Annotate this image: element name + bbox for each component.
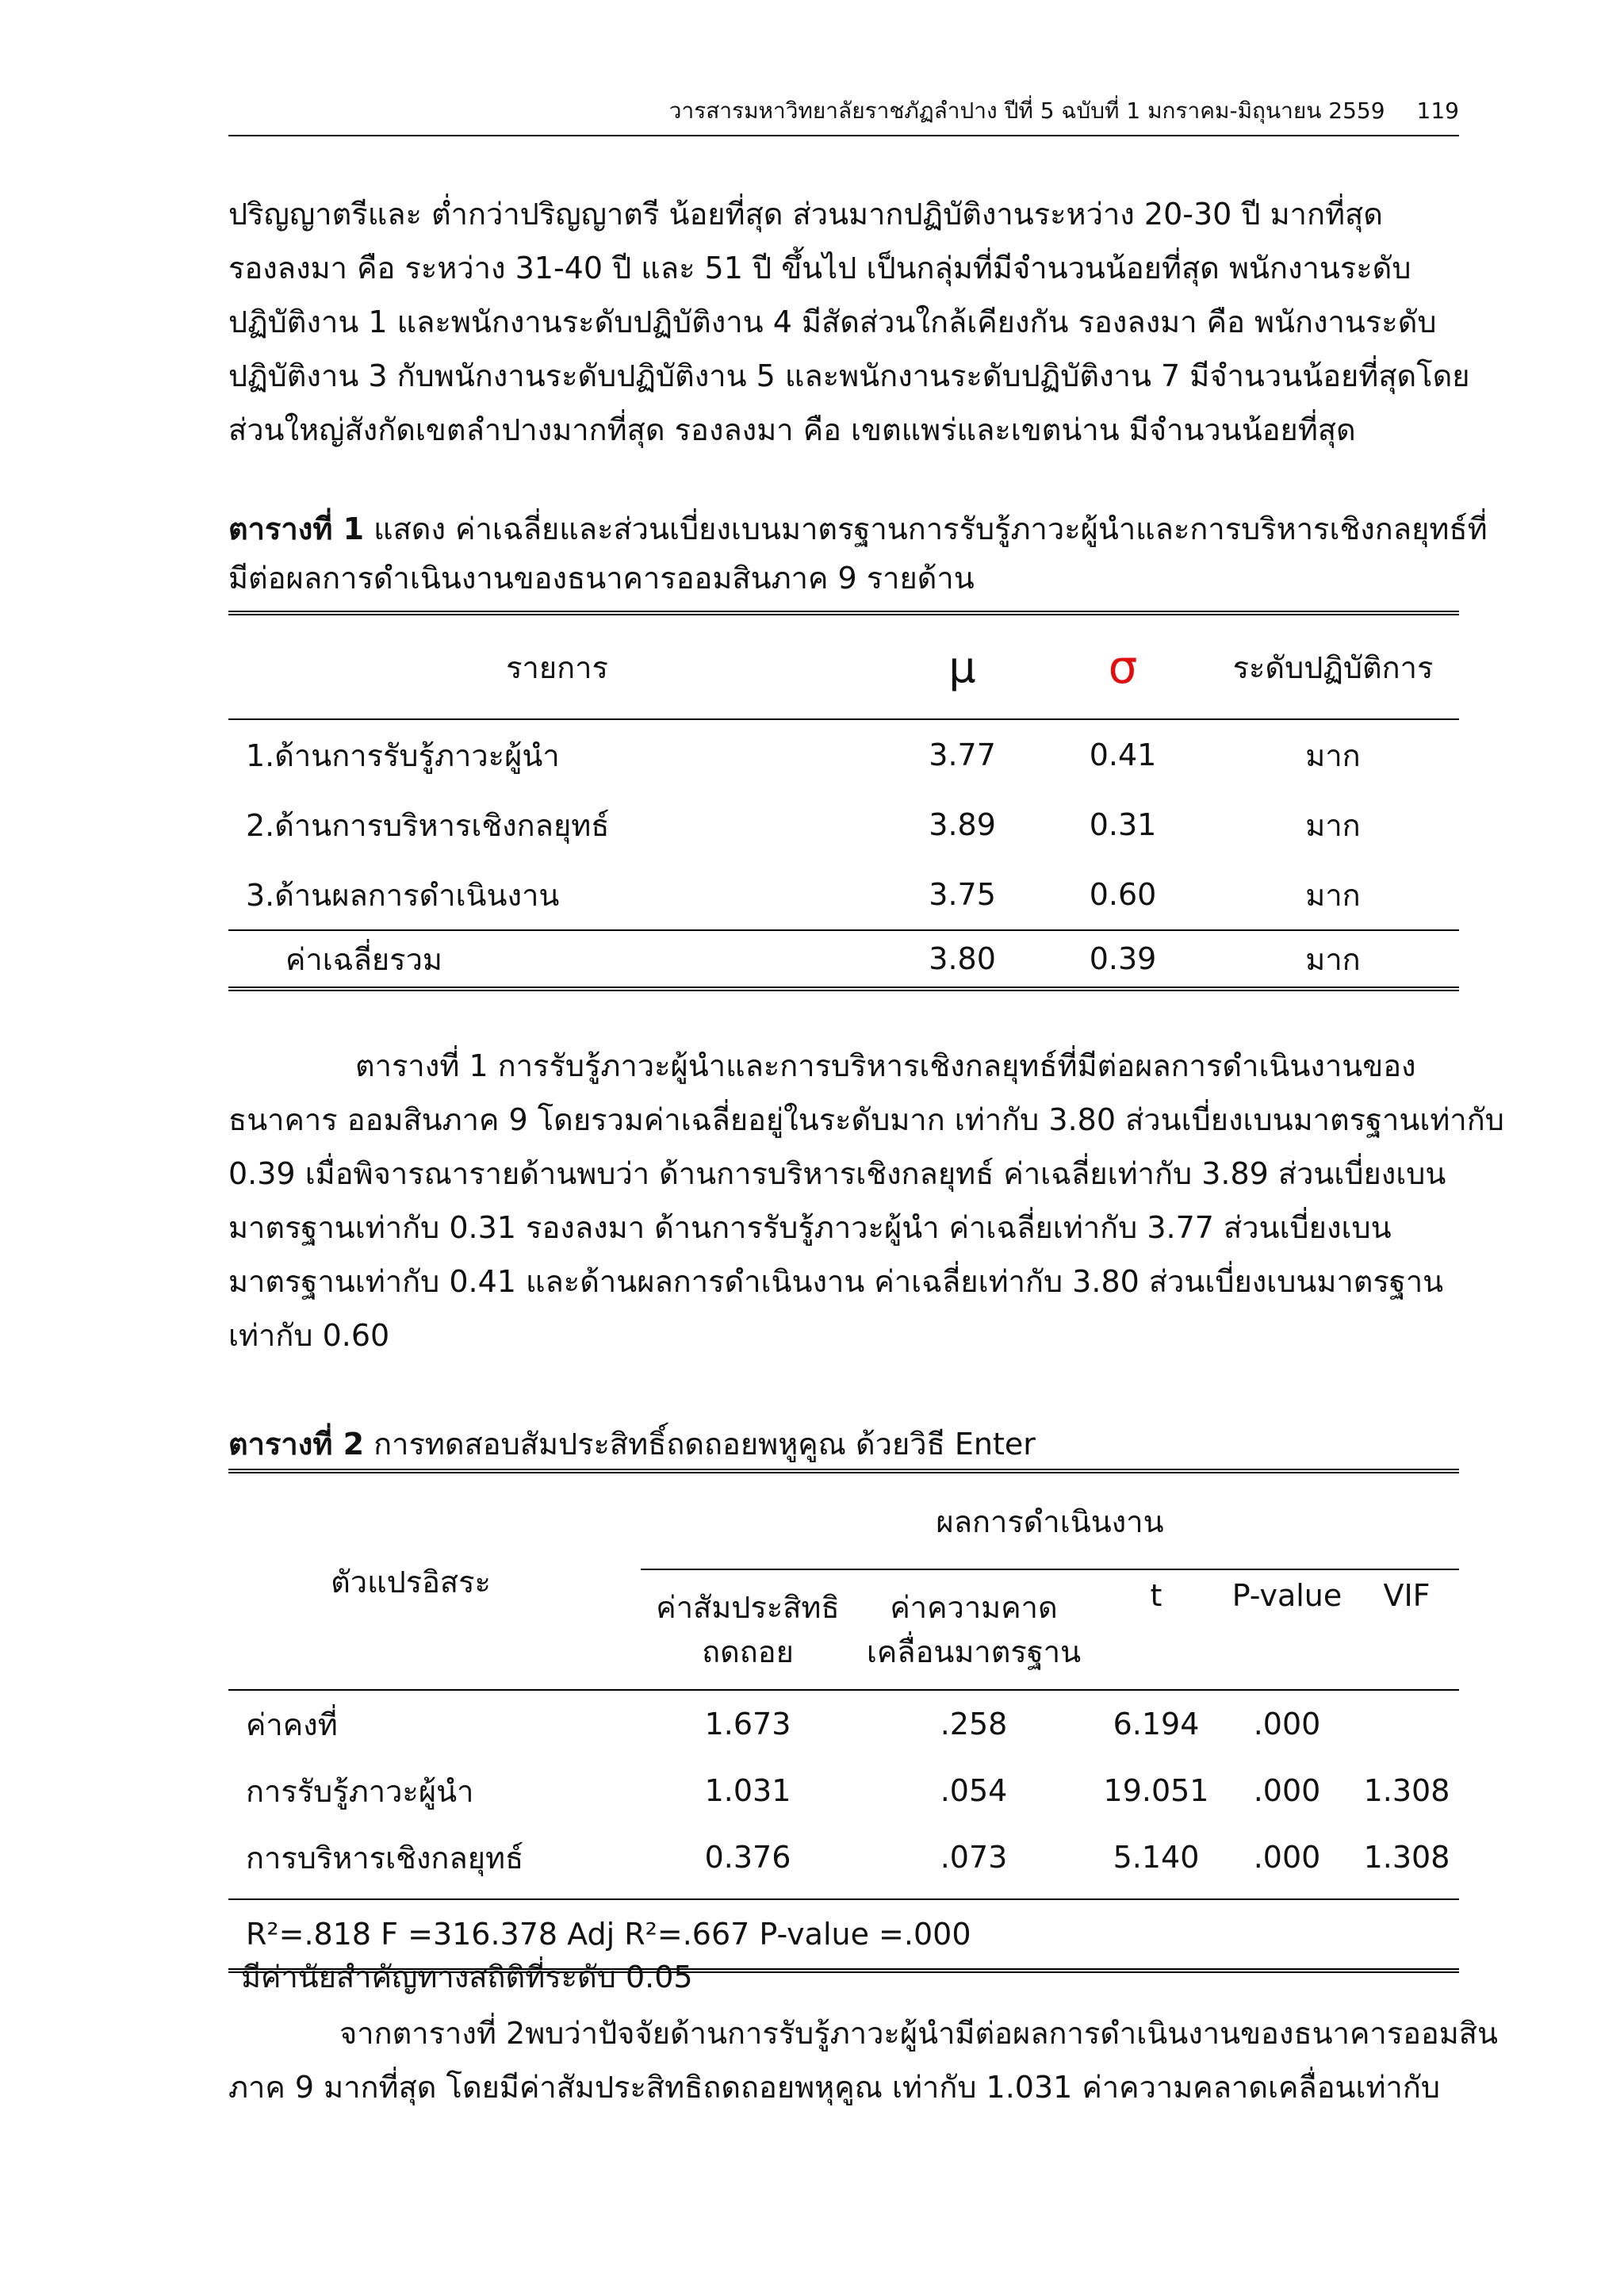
header-vif: VIF <box>1354 1569 1459 1690</box>
table-row <box>228 1824 1459 1899</box>
table2-header-row-1 <box>228 1471 1459 1569</box>
table-row <box>228 790 1459 860</box>
header-se-line1: ค่าความคาด <box>890 1590 1058 1625</box>
row-mu: 3.77 <box>929 738 996 772</box>
header-variable: ตัวแปรอิสระ <box>228 1471 641 1690</box>
header-coef-line2: ถดถอย <box>702 1634 794 1669</box>
total-sigma: 0.39 <box>1039 930 1207 989</box>
row-se: .073 <box>940 1840 1008 1875</box>
running-header <box>228 94 1459 128</box>
text-line: ปฏิบัติงาน 1 และพนักงานระดับปฏิบัติงาน 4 มีสัดส่วนใกล้เคียงกัน รองลงมา คือ พนักงานระดับ <box>228 305 1437 339</box>
model-fit-stats: R²=.818 F =316.378 Adj R²=.667 P-value =.000 <box>228 1899 1459 1971</box>
row-variable: การบริหารเชิงกลยุทธ์ <box>246 1840 524 1875</box>
text-line: ปฏิบัติงาน 3 กับพนักงานระดับปฏิบัติงาน 5 และพนักงานระดับปฏิบัติงาน 7 มีจำนวนน้อยที่สุดโดย <box>228 358 1470 393</box>
mu-symbol: μ <box>948 642 976 692</box>
row-item: 3.ด้านผลการดำเนินงาน <box>246 877 560 913</box>
row-p: .000 <box>1253 1707 1321 1741</box>
row-sigma: 0.41 <box>1089 738 1157 772</box>
row-sigma: 0.60 <box>1089 877 1157 912</box>
header-mu <box>886 613 1039 719</box>
row-vif: 1.308 <box>1363 1840 1450 1875</box>
table1-caption-text: แสดง ค่าเฉลี่ยและส่วนเบี่ยงเบนมาตรฐานการรับรู้ภาวะผู้นำและการบริหารเชิงกลยุทธ์ที่ <box>364 511 1488 546</box>
table1-header-row <box>228 613 1459 719</box>
row-se: .258 <box>940 1707 1008 1741</box>
row-variable: ค่าคงที่ <box>246 1707 338 1742</box>
table-row <box>228 1690 1459 1757</box>
table2 <box>228 1469 1459 1973</box>
header-group: ผลการดำเนินงาน <box>641 1471 1459 1569</box>
header-p-value: P-value <box>1220 1569 1354 1690</box>
text-line: รองลงมา คือ ระหว่าง 31-40 ปี และ 51 ปี ขึ้นไป เป็นกลุ่มที่มีจำนวนน้อยที่สุด พนักงานระดับ <box>228 251 1411 285</box>
table1 <box>228 611 1459 991</box>
header-coefficient <box>641 1569 855 1690</box>
table1-caption-text-2: มีต่อผลการดำเนินงานของธนาคารออมสินภาค 9 รายด้าน <box>228 561 975 596</box>
row-variable: การรับรู้ภาวะผู้นำ <box>246 1773 474 1809</box>
row-item: 1.ด้านการรับรู้ภาวะผู้นำ <box>246 738 560 773</box>
header-level: ระดับปฏิบัติการ <box>1207 613 1459 719</box>
sigma-symbol: σ <box>1108 640 1138 694</box>
row-vif: 1.308 <box>1363 1773 1450 1808</box>
row-sigma: 0.31 <box>1089 807 1157 842</box>
row-vif <box>1354 1690 1459 1757</box>
table2-caption-text: การทดสอบสัมประสิทธิ์ถดถอยพหูคูณ ด้วยวิธี Enter <box>364 1427 1036 1462</box>
table1-total-row <box>228 930 1459 989</box>
row-level: มาก <box>1305 738 1361 773</box>
significance-note: มีค่านัยสำคัญทางสถิติที่ระดับ 0.05 <box>241 1960 693 1994</box>
table1-caption-label: ตารางที่ 1 <box>228 511 365 546</box>
text-line: ตารางที่ 1 การรับรู้ภาวะผู้นำและการบริหารเชิงกลยุทธ์ที่มีต่อผลการดำเนินงานของ <box>355 1048 1416 1083</box>
total-mu: 3.80 <box>886 930 1039 989</box>
text-line: มาตรฐานเท่ากับ 0.31 รองลงมา ด้านการรับรู้ภาวะผู้นำ ค่าเฉลี่ยเท่ากับ 3.77 ส่วนเบี่ยงเบน <box>228 1210 1392 1245</box>
row-level: มาก <box>1305 877 1361 913</box>
table2-caption-label: ตารางที่ 2 <box>228 1427 365 1462</box>
header-item: รายการ <box>228 613 886 719</box>
text-line: ธนาคาร ออมสินภาค 9 โดยรวมค่าเฉลี่ยอยู่ในระดับมาก เท่ากับ 3.80 ส่วนเบี่ยงเบนมาตรฐานเท่ากับ <box>228 1102 1504 1137</box>
page-number: 119 <box>1416 98 1459 124</box>
text-line: เท่ากับ 0.60 <box>228 1318 390 1353</box>
paragraph-table2-discussion <box>228 2006 1498 2114</box>
text-line: มาตรฐานเท่ากับ 0.41 และด้านผลการดำเนินงาน ค่าเฉลี่ยเท่ากับ 3.80 ส่วนเบี่ยงเบนมาตรฐาน <box>228 1264 1444 1299</box>
text-line: จากตารางที่ 2พบว่าปัจจัยด้านการรับรู้ภาวะผู้นำมีต่อผลการดำเนินงานของธนาคารออมสิน <box>339 2016 1498 2051</box>
table-row <box>228 860 1459 930</box>
row-t: 6.194 <box>1113 1707 1200 1741</box>
text-line: 0.39 เมื่อพิจารณารายด้านพบว่า ด้านการบริหารเชิงกลยุทธ์ ค่าเฉลี่ยเท่ากับ 3.89 ส่วนเบี่ยงเบน <box>228 1156 1446 1191</box>
row-level: มาก <box>1305 807 1361 843</box>
total-level: มาก <box>1207 930 1459 989</box>
row-p: .000 <box>1253 1840 1321 1875</box>
paragraph-table1-discussion <box>228 1039 1504 1362</box>
row-p: .000 <box>1253 1773 1321 1808</box>
table-row <box>228 719 1459 790</box>
row-mu: 3.89 <box>929 807 996 842</box>
row-coef: 0.376 <box>704 1840 791 1875</box>
header-sigma <box>1039 613 1207 719</box>
text-line: ส่วนใหญ่สังกัดเขตลำปางมากที่สุด รองลงมา คือ เขตแพร่และเขตน่าน มีจำนวนน้อยที่สุด <box>228 412 1356 447</box>
header-se-line2: เคลื่อนมาตรฐาน <box>866 1634 1082 1669</box>
row-mu: 3.75 <box>929 877 996 912</box>
header-t: t <box>1093 1569 1220 1690</box>
row-se: .054 <box>940 1773 1008 1808</box>
header-coef-line1: ค่าสัมประสิทธิ <box>656 1590 840 1625</box>
total-item: ค่าเฉลี่ยรวม <box>228 930 886 989</box>
row-coef: 1.673 <box>704 1707 791 1741</box>
header-standard-error <box>855 1569 1093 1690</box>
table2-caption <box>228 1420 1459 1469</box>
header-rule <box>228 135 1459 136</box>
row-t: 5.140 <box>1113 1840 1200 1875</box>
paragraph-demographics <box>228 187 1470 457</box>
journal-title: วารสารมหาวิทยาลัยราชภัฏลำปาง ปีที่ 5 ฉบับที่ 1 มกราคม-มิถุนายน 2559 <box>668 98 1385 124</box>
row-coef: 1.031 <box>704 1773 791 1808</box>
row-item: 2.ด้านการบริหารเชิงกลยุทธ์ <box>246 807 610 843</box>
table1-caption <box>228 504 1488 603</box>
row-t: 19.051 <box>1103 1773 1209 1808</box>
table-row <box>228 1757 1459 1824</box>
text-line: ภาค 9 มากที่สุด โดยมีค่าสัมประสิทธิถดถอยพหุคูณ เท่ากับ 1.031 ค่าความคลาดเคลื่อนเท่ากับ <box>228 2070 1441 2105</box>
text-line: ปริญญาตรีและ ต่ำกว่าปริญญาตรี น้อยที่สุด ส่วนมากปฏิบัติงานระหว่าง 20-30 ปี มากที่สุด <box>228 197 1383 232</box>
